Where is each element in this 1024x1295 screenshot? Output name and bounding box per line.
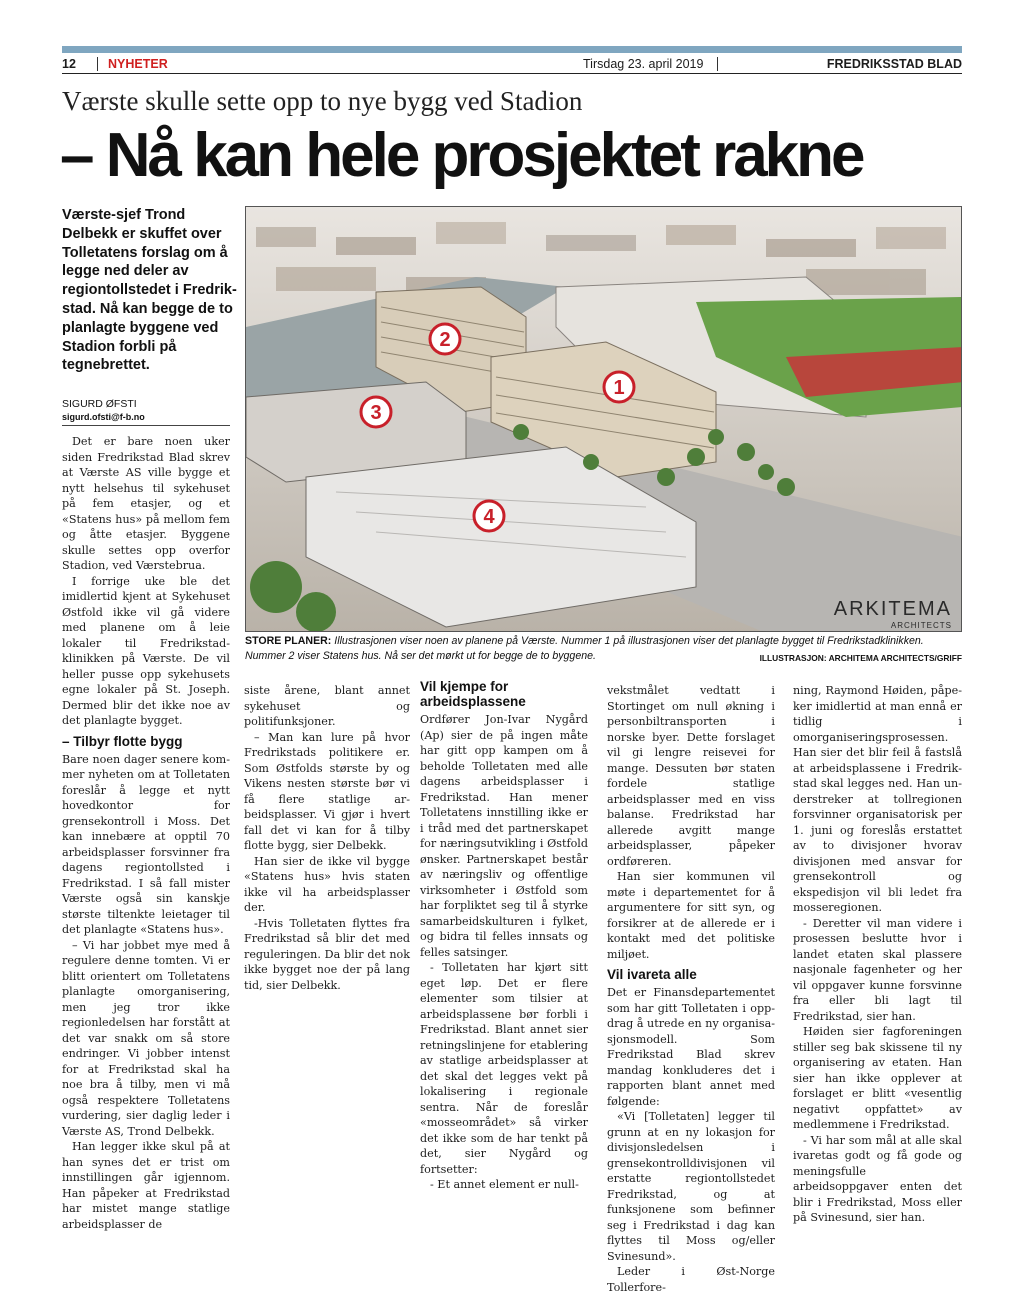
marker-3 xyxy=(361,397,391,427)
author-name: SIGURD ØFSTI xyxy=(62,398,137,410)
page-number: 12 xyxy=(62,57,76,71)
newspaper-name: FREDRIKSSTAD BLAD xyxy=(826,57,962,71)
body-paragraph: - Et annet element er null- xyxy=(430,1178,579,1191)
body-paragraph: ning, Raymond Høiden, påpeker imidlertid at man ennå er tidlig i omorganiseringsprosessen. Han sier det blir feil å fastslå at arbeidsplassene i Fredrikstad skal legges ned. Han understreker at tollregionen forsvinner organisatorisk per 1. juni og foreslås erstattet av to divisjoner hvorav divisjonen med ansvar for grensekontroll og ekspedisjon vil bli ledet fra mosseregionen. xyxy=(793,684,962,914)
article-column-2 xyxy=(244,683,410,993)
body-paragraph: Høiden sier fagforeningen stiller seg bak skissene til ny organisering av etaten. Han sier han ikke opplever at forslaget er blitt «vesentlig negativt oppfattet» av medlemmene i Fredrikstad. xyxy=(793,1025,962,1131)
architectural-illustration xyxy=(245,206,962,632)
photo-caption xyxy=(245,634,962,665)
marker-2 xyxy=(430,324,460,354)
byline xyxy=(62,398,232,423)
top-color-bar xyxy=(62,46,962,53)
subheading: Vil kjempe for arbeidsplassene xyxy=(420,679,526,709)
body-paragraph: siste årene, blant annet sykehuset og politifunksjoner. xyxy=(244,684,410,728)
article-column-5 xyxy=(793,683,962,1226)
lead-paragraph: Værste-sjef Trond Delbekk er skuffet over Tolletatens forslag om å legge ned deler av regiontollstedet i Fredrikstad. Nå kan begge de to planlagte byggene ved Stadion forbli på tegnebrettet. xyxy=(62,207,237,374)
body-paragraph: Bare noen dager senere kommer nyheten om at Tolletaten foreslår å legge et nytt hovedkontor for grensekontroll i Moss. Det kan innebære at opptil 70 arbeidsplasser forsvinner fra dagens regiontollsted i Fredrikstad. I så fall mister Værste også sin kanskje største tiltenkte leietager til det planlagte «Statens hus». xyxy=(62,752,230,936)
marker-3-label: 3 xyxy=(370,402,382,424)
article-column-1 xyxy=(62,434,230,1232)
article-column-3 xyxy=(420,679,588,1193)
author-email[interactable]: sigurd.ofsti@f-b.no xyxy=(62,411,145,422)
folio-divider xyxy=(717,57,718,71)
arkitema-watermark: ARKITEMA xyxy=(833,598,952,620)
caption-text: Illustrasjonen viser noen av planene på Værste. Nummer 1 på illustrasjonen viser det planlagte bygget til Fredrikstadklinikken. Nummer 2 viser Statens hus. Nå ser det mørkt ut for begge de to byggene. xyxy=(245,635,924,662)
kicker-title: Værste skulle sette opp to nye bygg ved Stadion xyxy=(62,86,583,116)
page-folio xyxy=(62,55,962,74)
body-paragraph: – Man kan lure på hvor Fredrikstads politikere er. Som Østfolds største by og Vikens nesten største bør vi få flere statlige arbeidsplasser. Vi gjør i hvert fall det vi kan for å tilby flotte bygg, sier Delbekk. xyxy=(244,730,410,852)
body-paragraph: «Vi [Tolletaten] legger til grunn at en ny lokasjon for divisjonsledelsen i grensekontrolldivisjonen vil erstatte regiontollstedet Fredrikstad, og at funksjonene som befinner seg i Fredrikstad i dag kan flyttes til Moss og/eller Svinesund». xyxy=(607,1110,775,1263)
marker-1 xyxy=(604,372,634,402)
folio-divider xyxy=(97,57,98,71)
body-paragraph: vekstmålet vedtatt i Stortinget om null økning i personbiltransporten i norske byer. Dette forslaget vil gi lengre reisevei for mange. Dessuten bør staten fordele statlige arbeidsplasser med en viss balanse. Fredrikstad har allerede avgitt mange arbeidsplasser, påpeker ordføreren. xyxy=(607,684,775,868)
illustration-drawing xyxy=(246,207,962,632)
byline-divider xyxy=(62,425,230,426)
body-paragraph: - Vi har som mål at alle skal ivaretas godt og få gode og meningsfulle arbeidsoppgaver enten det blir i Fredrikstad, Moss eller på Svinesund, sier han. xyxy=(793,1133,962,1224)
marker-4-label: 4 xyxy=(483,506,495,528)
marker-2-label: 2 xyxy=(439,329,451,351)
body-paragraph: Han legger ikke skul på at han synes det er trist om innstillingen går igjennom. Han påpeker at Fredrikstad har mistet mange statlige arbeidsplasser de xyxy=(62,1140,230,1231)
body-paragraph: – Vi har jobbet mye med å regulere denne tomten. Vi er blitt orientert om Tolletatens planlagte omorganisering, men jeg tror ikke regionledelsen har forstått at det var snakk om så store endringer. Vi jobber intenst for at Fredrikstad skal ha noe bra å tilby, men vi må også respektere Tolletatens vurdering, sier daglig leder i Værste AS, Trond Delbekk. xyxy=(62,938,230,1138)
body-paragraph: Det er bare noen uker siden Fredrikstad Blad skrev at Værste AS ville bygge et nytt helsehus til sykehuset på fem etasjer, og et «Statens hus» på mellom fem og åtte etasjer. Byggene skulle settes opp overfor Stadion, ved Værstebrua. xyxy=(62,435,230,572)
caption-lead: STORE PLANER: xyxy=(245,635,332,647)
body-paragraph: Han sier kommunen vil møte i departementet for å argumentere for sitt syn, og forsikrer at de allerede er i kontakt med det politiske miljøet. xyxy=(607,870,775,961)
body-paragraph: - Deretter vil man videre i prosessen beslutte hvor i landet etaten skal plassere nasjonale fagenheter og her vil oppgaver kunne forsvinne fra eller bli lagt til Fredrikstad, sier han. xyxy=(793,916,962,1023)
body-paragraph: - Tolletaten har kjørt sitt eget løp. Det er flere elementer som tilsier at arbeidsplassene bør forbli i Fredrikstad. Blant annet sier retningslinjene for etablering av statlige arbeidsplasser at det skal det legges vekt på lokalisering i regionale sentra. Når de foreslår «mosseområdet» så virker det ikke som de har tenkt på det, sier Nygård og fortsetter: xyxy=(420,961,588,1176)
body-paragraph: I forrige uke ble det imidlertid kjent at Sykehuset Østfold ikke vil gå videre med planene om å leie lokaler til Fredrikstadklinikken på Værste. De vil heller pusse opp sykehusets egne lokaler på St. Joseph. Dermed blir det ikke noe av det planlagte bygget. xyxy=(62,574,230,727)
subheading: Vil ivareta alle xyxy=(607,967,697,982)
marker-4 xyxy=(474,501,504,531)
body-paragraph: Han sier de ikke vil bygge «Statens hus» hvis staten ikke vil ha arbeidsplasser der. xyxy=(244,854,410,914)
arkitema-watermark-sub: ARCHITECTS xyxy=(890,621,952,630)
body-paragraph: Det er Finansdepartementet som har gitt Tolletaten i oppdrag å utrede en ny organisasjonsmodell. Som Fredrikstad Blad skrev mandag konkluderes det i rapporten blant annet med følgende: xyxy=(607,986,775,1108)
body-paragraph: Ordfører Jon-Ivar Nygård (Ap) sier de på ingen måte har gitt opp kampen om å beholde Tolletaten med alle dagens arbeidsplasser i Fredrikstad. Han mener Tolletatens innstilling ikke er i tråd med det partnerskapet for næringsutvikling i Østfold ønsker. Partnerskapet består av næringsliv og offentlige virksomheter i Østfold som har forpliktet seg til å styrke samarbeidskulturen i fylket, og bidra til felles innsats og felles satsinger. xyxy=(420,713,588,959)
article-column-4 xyxy=(607,683,775,1295)
section-label: NYHETER xyxy=(108,57,168,71)
headline: – Nå kan hele prosjektet rakne xyxy=(60,121,863,190)
issue-date: Tirsdag 23. april 2019 xyxy=(583,57,704,71)
subheading: – Tilbyr flotte bygg xyxy=(62,733,183,749)
marker-1-label: 1 xyxy=(613,377,625,399)
photo-credit: ILLUSTRASJON: ARCHITEMA ARCHITECTS/GRIFF xyxy=(759,652,962,663)
body-paragraph: Leder i Øst-Norge Tollerfore- xyxy=(607,1265,775,1294)
body-paragraph: -Hvis Tolletaten flyttes fra Fredrikstad så blir det med reguleringen. Da blir det nok ikke bygget noe der på lang tid, sier Delbekk. xyxy=(244,916,410,992)
